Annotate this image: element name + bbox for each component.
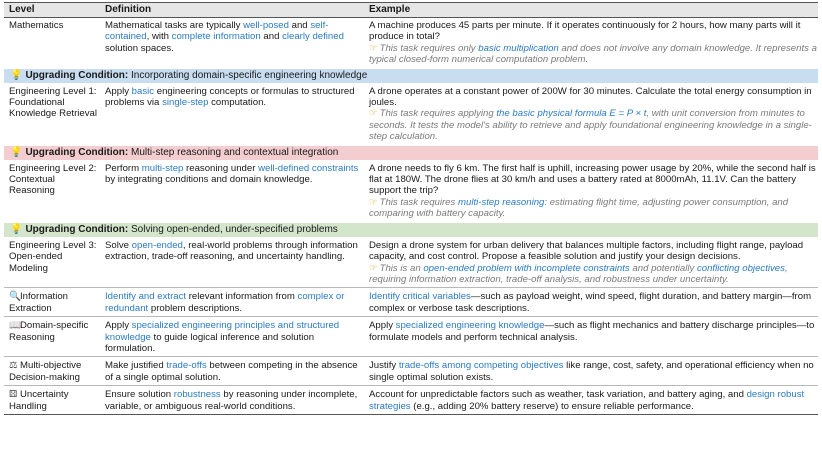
- definition-mathematics: Mathematical tasks are typically well-posed and self-contained, with complete information and clearly defined solution spaces.: [105, 20, 344, 54]
- header-definition: Definition: [105, 4, 152, 15]
- note-level-1: ☞ This task requires applying the basic physical formula E = P × t, with unit conversion from minutes to seconds. It tests the model's ability to retrieve and apply foundational engineering knowledge in a single-step calculation.: [369, 108, 812, 143]
- level-multi-objective: ⚖ Multi-objective Decision-making: [9, 360, 82, 383]
- pointing-hand-icon: ☞: [369, 108, 378, 120]
- note-mathematics: ☞ This task requires only basic multiplication and does not involve any domain knowledge. It represents a typical closed-form numerical computation problem.: [369, 42, 817, 66]
- definition-level-2: Perform multi-step reasoning under well-defined constraints by integrating conditions and domain knowledge.: [105, 162, 359, 186]
- note-level-2: ☞ This task requires multi-step reasoning: estimating flight time, adjusting power consumption, and comparing with battery capacity.: [369, 196, 789, 220]
- example-level-2: A drone needs to fly 6 km. The first half is uphill, increasing power usage by 20%, while the second half is flat at 180W. The drone flies at 30 km/h and uses a battery rated at 8000mAh, 11.1V. Can the battery support the trip? ☞ This task requires multi-step reasoning: estimating flight time, adjusting power consumption, and comparing with battery capacity.: [365, 163, 818, 220]
- dice-icon: ⚄: [9, 389, 18, 401]
- level-mathematics: Mathematics: [9, 20, 64, 31]
- upgrading-condition-2: 💡 Upgrading Condition: Multi-step reasoning and contextual integration: [4, 146, 818, 160]
- definition-domain-specific-reasoning: Apply specialized engineering principles and structured knowledge to guide logical inference and solution formulation.: [105, 320, 340, 354]
- definition-level-1: Apply basic engineering concepts or formulas to structured problems via single-step computation.: [105, 85, 355, 109]
- level-information-extraction: 🔍Information Extraction: [9, 291, 68, 314]
- row-level-2: [4, 163, 818, 220]
- row-information-extraction: [4, 287, 818, 314]
- example-multi-objective: Justify trade-offs among competing objectives like range, cost, safety, and operational efficiency when no single optimal solution exists.: [369, 360, 814, 383]
- book-icon: 📖: [9, 320, 21, 332]
- note-level-3: ☞ This is an open-ended problem with incomplete constraints and potentially conflicting objectives, requiring information extraction, trade-off analysis, and robustness under uncertainty.: [369, 262, 788, 285]
- example-uncertainty-handling: Account for unpredictable factors such as weather, task variation, and battery aging, and design robust strategies (e.g., adding 20% battery reserve) to ensure reliable performance.: [369, 389, 805, 412]
- example-mathematics: A machine produces 45 parts per minute. If it operates continuously for 2 hours, how many parts will it produce in total? ☞ This task requires only basic multiplication and does not involve any domain knowledge. It represents a typical closed-form numerical computation problem.: [369, 20, 817, 66]
- example-level-3: Design a drone system for urban delivery that balances multiple factors, including flight range, payload capacity, and cost control. Propose a feasible solution and justify your design decisions. ☞ This is an open-ended problem with incomplete constraints and potentially conflicting objectives, requiring information extraction, trade-off analysis, and robustness under uncertainty.: [365, 240, 818, 286]
- header-example: Example: [369, 4, 411, 15]
- pointing-hand-icon: ☞: [369, 42, 378, 54]
- pointing-hand-icon: ☞: [369, 196, 378, 208]
- row-level-3: [4, 240, 818, 286]
- balance-icon: ⚖: [9, 360, 18, 372]
- magnifier-icon: 🔍: [9, 291, 21, 303]
- row-multi-objective: [4, 356, 818, 383]
- level-domain-specific-reasoning: 📖Domain-specific Reasoning: [9, 320, 89, 343]
- definition-level-3: Solve open-ended, real-world problems through information extraction, trade-off reasoning, and uncertainty handling.: [105, 239, 358, 263]
- level-1-name: Engineering Level 1: Foundational Knowledge Retrieval: [9, 85, 97, 120]
- example-domain-specific-reasoning: Apply specialized engineering knowledge—such as flight mechanics and battery discharge principles—to formulate models and perform technical analysis.: [369, 320, 815, 343]
- level-3-name: Engineering Level 3: Open-ended Modeling: [9, 239, 97, 274]
- definition-uncertainty-handling: Ensure solution robustness by reasoning under incomplete, variable, or ambiguous real-world conditions.: [105, 389, 358, 412]
- example-level-1: A drone operates at a constant power of 200W for 30 minutes. Calculate the total energy consumption in joules. ☞ This task requires applying the basic physical formula E = P × t, with unit conversion from minutes to seconds. It tests the model's ability to retrieve and apply foundational engineering knowledge in a single-step calculation.: [365, 86, 818, 143]
- row-level-1: [4, 86, 818, 143]
- definition-multi-objective: Make justified trade-offs between competing in the absence of a single optimal solution.: [105, 360, 358, 383]
- row-uncertainty-handling: [4, 385, 818, 415]
- row-mathematics: [4, 20, 818, 66]
- pointing-hand-icon: ☞: [369, 262, 378, 274]
- definition-information-extraction: Identify and extract relevant information from complex or redundant problem descriptions.: [105, 291, 345, 314]
- level-uncertainty-handling: ⚄ Uncertainty Handling: [9, 389, 69, 412]
- table-header: [4, 2, 818, 18]
- level-2-name: Engineering Level 2: Contextual Reasoning: [9, 162, 97, 197]
- lightbulb-icon: 💡: [10, 223, 23, 235]
- row-domain-specific-reasoning: [4, 316, 818, 354]
- lightbulb-icon: 💡: [10, 146, 23, 158]
- lightbulb-icon: 💡: [10, 69, 23, 81]
- upgrading-condition-1: 💡 Upgrading Condition: Incorporating domain-specific engineering knowledge: [4, 69, 818, 83]
- upgrading-condition-3: 💡 Upgrading Condition: Solving open-ended, under-specified problems: [4, 223, 818, 237]
- engineering-levels-table: [4, 2, 818, 415]
- example-information-extraction: Identify critical variables—such as payload weight, wind speed, flight duration, and battery margin—from complex or verbose task descriptions.: [369, 291, 812, 314]
- header-level: Level: [9, 4, 35, 15]
